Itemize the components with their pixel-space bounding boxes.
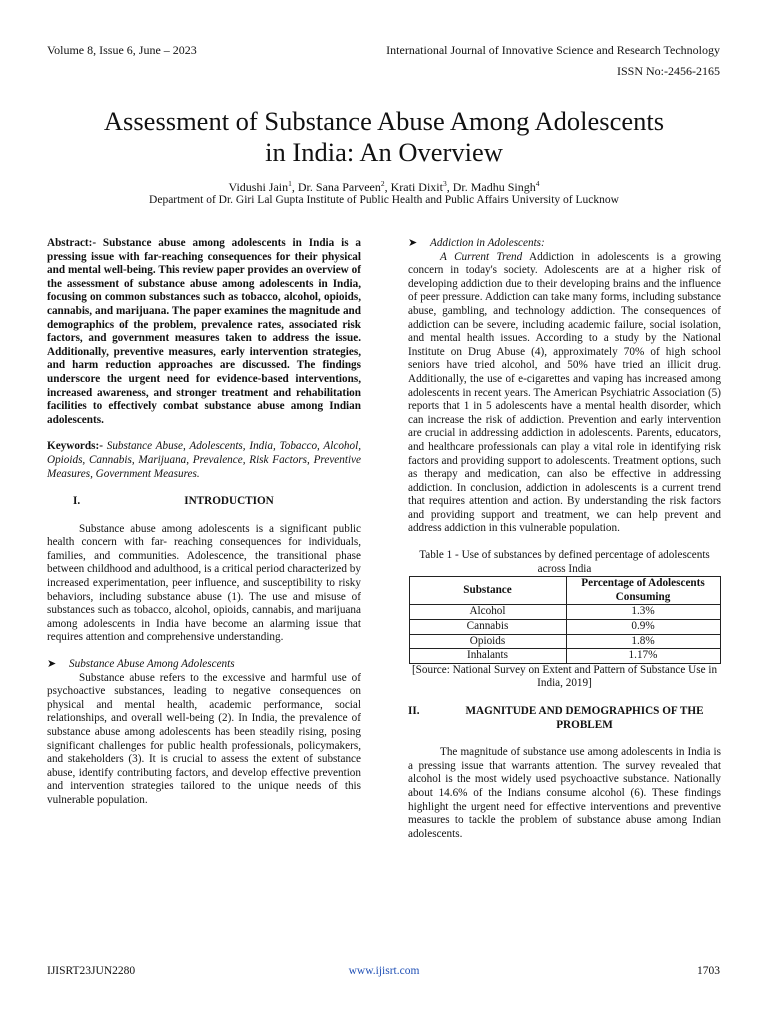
subsection-title: Substance Abuse Among Adolescents: [69, 658, 235, 671]
table-row: [409, 620, 720, 635]
table-row: [409, 634, 720, 649]
table-cell: Opioids: [409, 634, 566, 649]
magnitude-paragraph: The magnitude of substance use among adolescents in India is a pressing issue that warrants attention. The survey revealed that alcohol is the most widely used psychoactive substance. Nationally about 14.6% of the Indians consume alcohol (6). These findings highlight the urgent need for effective interventions and preventive measures to tackle the problem of substance abuse among Indian adolescents.: [408, 746, 721, 840]
author-4: Dr. Madhu Singh: [452, 180, 536, 194]
subsection-substance-abuse: [47, 658, 361, 672]
table-source: [Source: National Survey on Extent and Pattern of Substance Use in India, 2019]: [411, 663, 718, 690]
footer-paper-id: IJISRT23JUN2280: [47, 965, 136, 977]
title-line-2: in India: An Overview: [265, 136, 503, 167]
keywords: [47, 440, 361, 481]
author-1: Vidushi Jain: [228, 180, 289, 194]
keywords-text: Substance Abuse, Adolescents, India, Tobacco, Alcohol, Opioids, Cannabis, Marijuana, Prevalence, Risk Factors, Preventive Measures, Government Measures.: [47, 440, 362, 480]
arrow-bullet-icon: ➤: [408, 237, 418, 249]
author-3: Krati Dixit: [390, 180, 443, 194]
paper-title: [40, 106, 728, 168]
abstract: Abstract:- Substance abuse among adolescents in India is a pressing issue with far-reaching consequences for their physical and mental well-being. This review paper provides an overview of the assessment of substance abuse among adolescents in India, focusing on common substances such as tobacco, alcohol, opioids, cannabis, and marijuana. The paper examines the magnitude and demographics of the problem, prevalence rates, associated risk factors, and government measures taken to address the issue. Additionally, preventive measures, early intervention strategies, and harm reduction approaches are discussed. The findings underscore the urgent need for evidence-based interventions, increased awareness, and stronger treatment and rehabilitation facilities to effectively combat substance abuse among Indian adolescents.: [47, 237, 361, 426]
table-cell: 0.9%: [566, 620, 720, 635]
section-1-title: INTRODUCTION: [184, 495, 274, 508]
subsection-addiction: [408, 237, 721, 251]
header-issn: ISSN No:-2456-2165: [616, 64, 720, 78]
table-cell: 1.3%: [566, 605, 720, 620]
author-3-affil: 3: [442, 179, 447, 188]
substance-table: [409, 576, 721, 664]
intro-paragraph: Substance abuse among adolescents is a significant public health concern with far- reaching consequences for individuals, families, and communities. Adolescence, the transitional phase between childhood and adulthood, is a critical period characterized by increased experimentation, peer influence, and susceptibility to risky behaviors, including substance abuse (1). The use and misuse of substances such as tobacco, alcohol, opioids, cannabis, and marijuana among adolescents in India have become an alarming issue that requires attention and comprehensive understanding.: [47, 522, 361, 644]
keywords-label: Keywords:-: [47, 440, 103, 453]
table-header-cell: Substance: [409, 577, 566, 605]
author-2-affil: 2: [380, 179, 385, 188]
table-header-cell: Percentage of Adolescents Consuming: [566, 577, 720, 605]
author-sep: ,: [291, 180, 298, 194]
section-1-number: I.: [73, 495, 81, 508]
author-list: [40, 179, 728, 195]
section-2-title: MAGNITUDE AND DEMOGRAPHICS OF THE PROBLEM: [465, 705, 704, 731]
author-2: Dr. Sana Parveen: [297, 180, 381, 194]
table-header-row: [409, 577, 720, 605]
table-cell: Cannabis: [409, 620, 566, 635]
right-column: [408, 237, 721, 841]
table-cell: 1.8%: [566, 634, 720, 649]
author-sep: ,: [384, 180, 391, 194]
arrow-bullet-icon: ➤: [47, 658, 57, 671]
addiction-paragraph: [408, 251, 721, 536]
table-caption: Table 1 - Use of substances by defined percentage of adolescents across India: [419, 549, 710, 575]
table-row: [409, 649, 720, 664]
section-1-heading: [47, 495, 361, 509]
author-sep: ,: [446, 180, 453, 194]
table-cell: Inhalants: [409, 649, 566, 664]
subsection-title: Addiction in Adolescents:: [430, 237, 545, 249]
author-1-affil: 1: [288, 179, 292, 188]
author-4-affil: 4: [535, 179, 540, 188]
left-column: [47, 237, 361, 808]
addiction-text: Addiction in adolescents is a growing concern in today's society. Adolescents are at a higher risk of developing addiction due to their developing brains and the influence of peer pressure. Addiction can take many forms, including substance abuse, gambling, and technology addiction. The consequences of addiction can be severe, including academic failure, social isolation, and mental health issues. According to a study by the National Institute on Drug Abuse (4), approximately 70% of high school seniors have tried alcohol, and 50% have tried an illicit drug. Additionally, the use of e-cigarettes and vaping has increased among adolescents in recent years. The American Psychiatric Association (5) reports that 1 in 5 adolescents have a mental health disorder, which can increase the risk of addiction. Prevention and early intervention are crucial in addressing addiction in adolescents. Parents, educators, and healthcare professionals can play a vital role in identifying risk factors and providing support to adolescents. Treatment options, such as therapy and medication, can also be effective in addressing addiction. In conclusion, addiction in adolescents is a current trend that requires attention and action. By understanding the risk factors and providing support and treatment, we can help prevent and address addiction in this vulnerable population.: [408, 250, 721, 535]
department: Department of Dr. Giri Lal Gupta Institute of Public Health and Public Affairs University of Lucknow: [149, 194, 619, 206]
header-journal: International Journal of Innovative Science and Research Technology: [386, 43, 720, 57]
section-2-number: II.: [408, 705, 420, 717]
title-line-1: Assessment of Substance Abuse Among Adolescents: [103, 105, 665, 136]
footer-page-number: 1703: [697, 965, 720, 977]
table-row: [409, 605, 720, 620]
header-volume: Volume 8, Issue 6, June – 2023: [47, 43, 197, 57]
table-cell: Alcohol: [409, 605, 566, 620]
substance-abuse-paragraph: Substance abuse refers to the excessive and harmful use of psychoactive substances, leading to negative consequences on physical and mental health, academic performance, social relationships, and overall well-being (2). In India, the prevalence of substance abuse among adolescents has been steadily rising, posing significant challenges for public health professionals, policymakers, and stakeholders (3). It is crucial to assess the extent of substance abuse, identify contributing factors, and develop effective prevention and intervention strategies tailored to the unique needs of this vulnerable population.: [47, 671, 361, 806]
table-cell: 1.17%: [566, 649, 720, 664]
section-2-heading: [408, 705, 721, 732]
lead-phrase: A Current Trend: [440, 250, 523, 263]
footer-website-link[interactable]: www.ijisrt.com: [348, 965, 420, 977]
